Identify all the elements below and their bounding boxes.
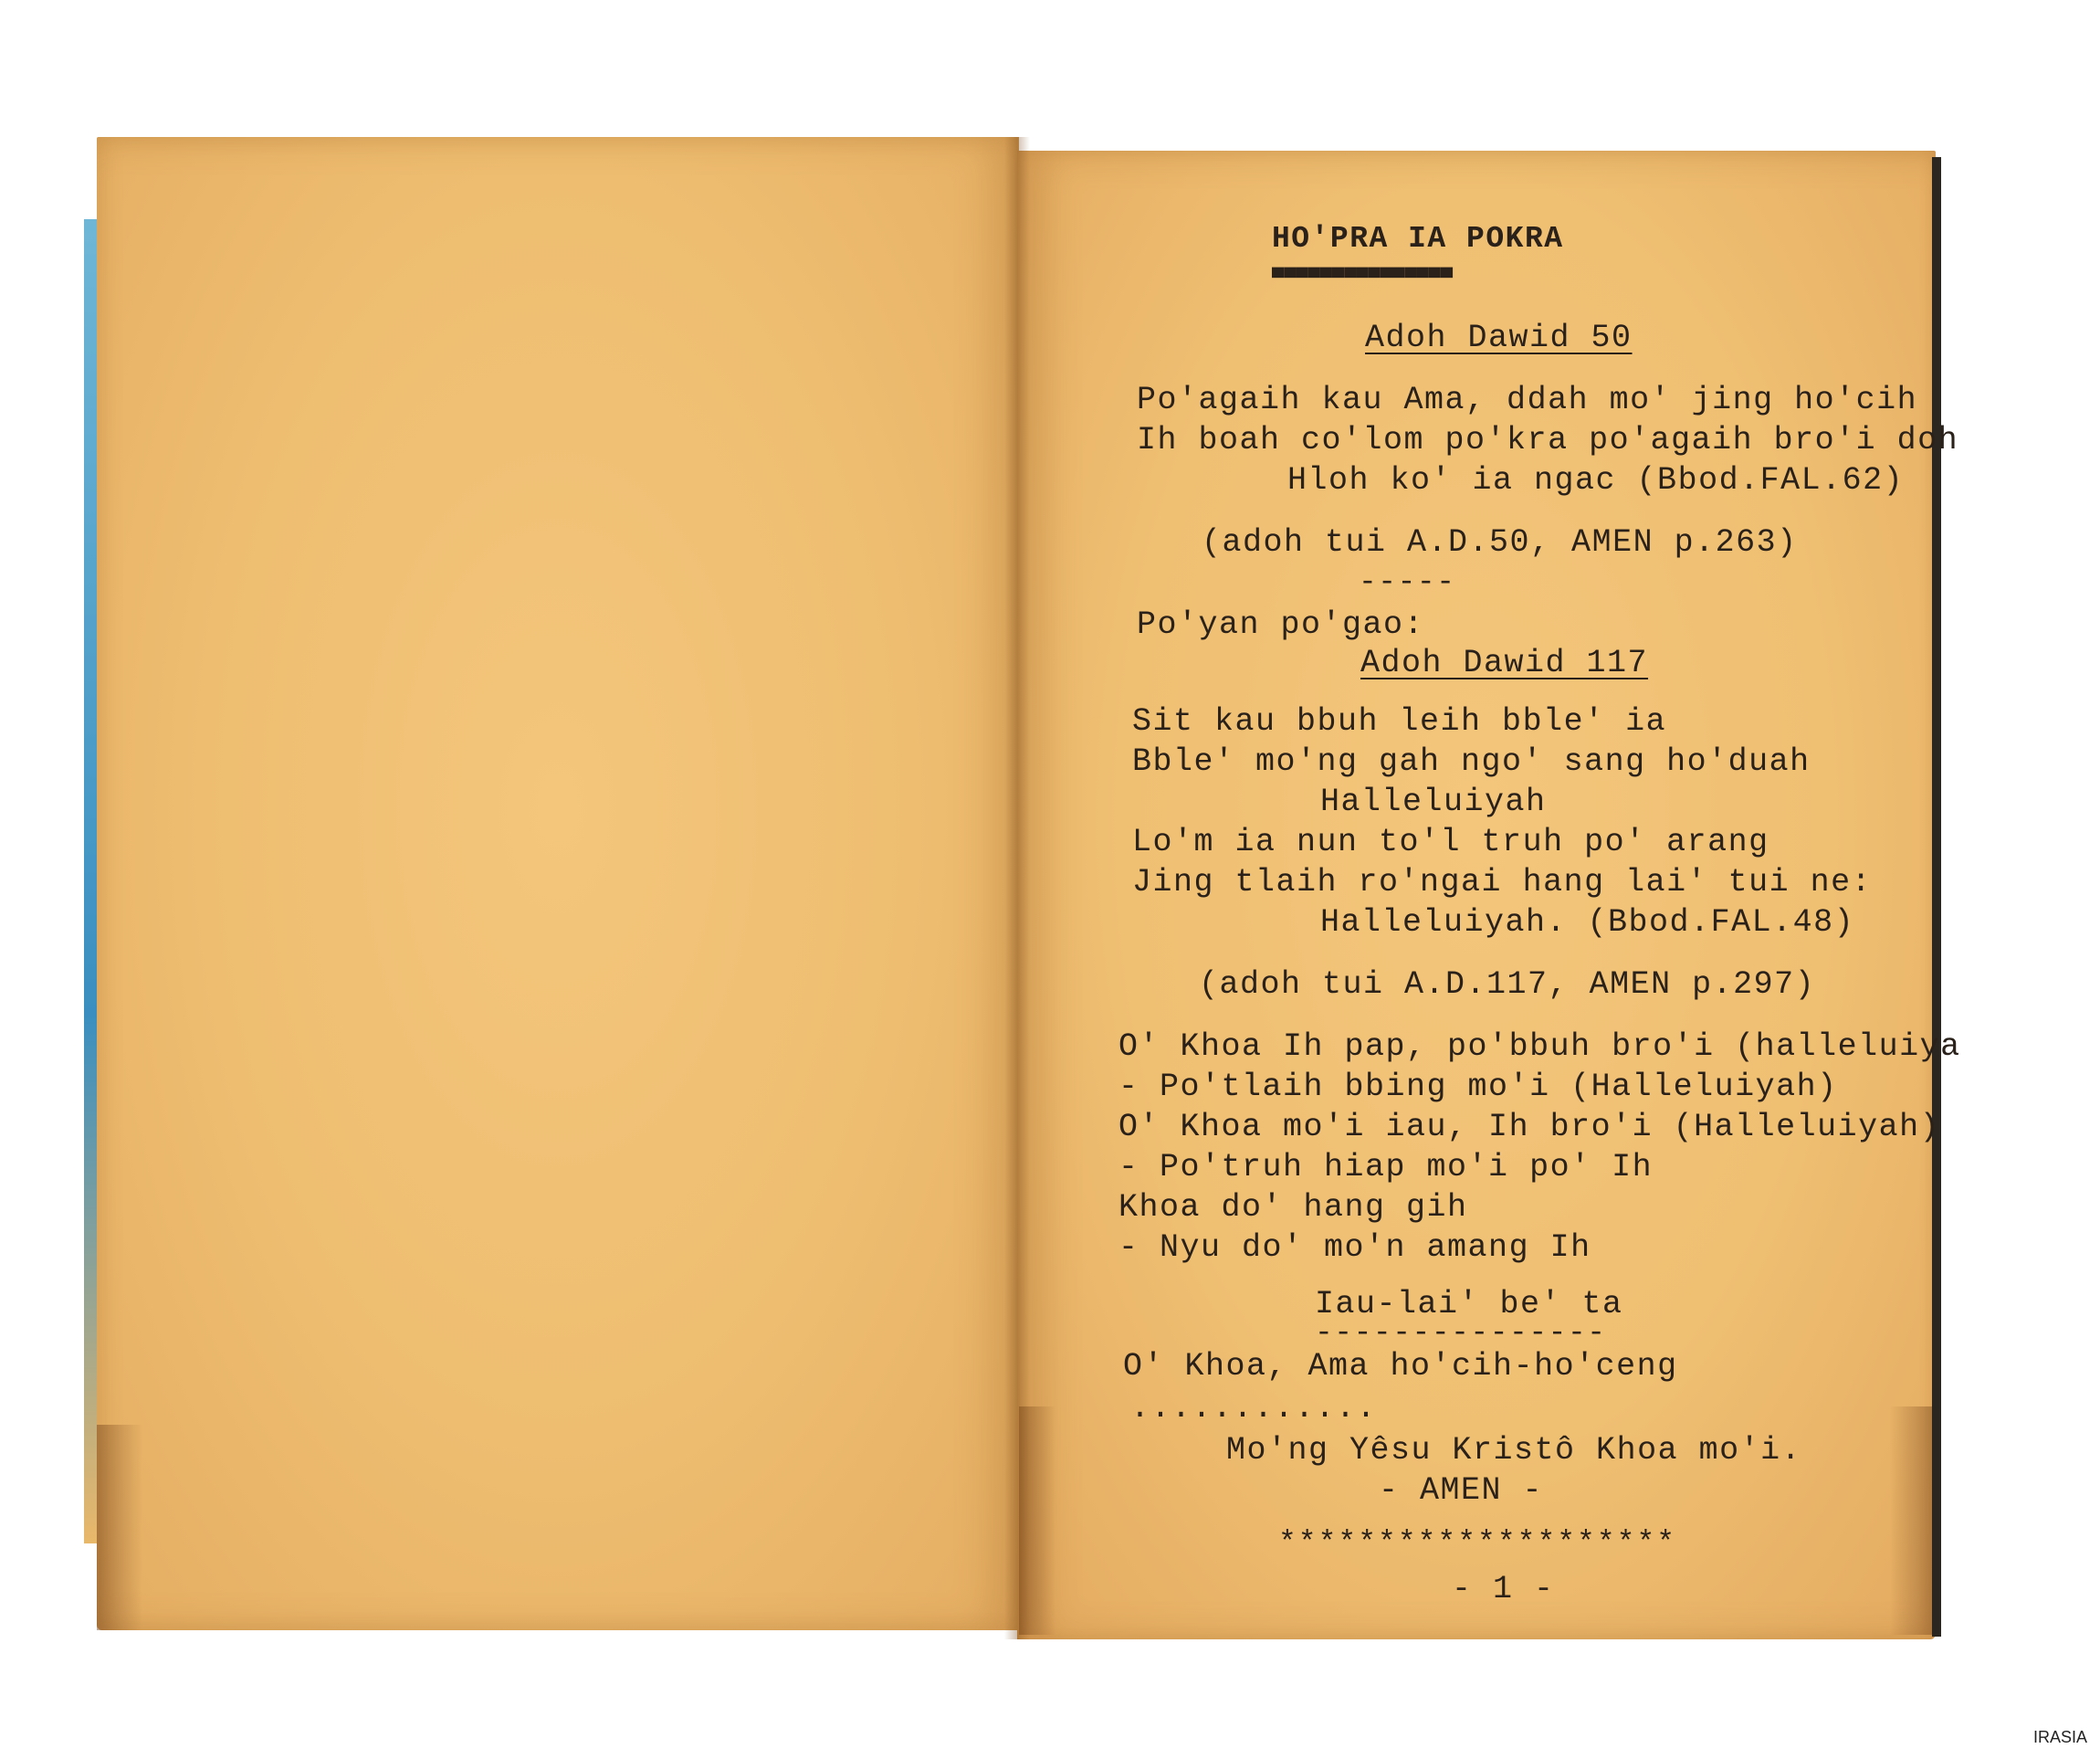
title-rule: ▀▀▀▀▀▀▀▀▀▀▀▀▀▀▀ [1272, 268, 1454, 290]
section-heading-dawid-50: Adoh Dawid 50 [1365, 320, 1633, 356]
verse-line: Sit kau bbuh leih bble' ia [1132, 703, 1667, 740]
verse-line: Hloh ko' ia ngac (Bbod.FAL.62) [1287, 462, 1905, 499]
litany-line: O' Khoa Ih pap, po'bbuh bro'i (halleluiya [1118, 1028, 1961, 1065]
page-stain [1890, 1406, 1936, 1635]
cover-edge-right [1932, 157, 1941, 1637]
hymn-reference: (adoh tui A.D.117, AMEN p.297) [1199, 966, 1816, 1003]
page-stain [97, 1425, 142, 1630]
prayer-line: O' Khoa, Ama ho'cih-ho'ceng [1123, 1348, 1678, 1385]
section-heading-dawid-117: Adoh Dawid 117 [1360, 645, 1649, 681]
verse-line: Lo'm ia nun to'l truh po' arang [1132, 824, 1769, 860]
verse-line: Halleluiyah [1320, 784, 1547, 820]
prayer-ellipsis: ............ [1130, 1390, 1378, 1427]
closing-line: Mo'ng Yêsu Kristô Khoa mo'i. [1226, 1432, 1802, 1469]
page-title: HO'PRA IA POKRA [1272, 222, 1564, 256]
heading-rule: --------------- [1315, 1316, 1607, 1350]
verse-line: Jing tlaih ro'ngai hang lai' tui ne: [1132, 864, 1873, 901]
blank-left-page [97, 137, 1019, 1630]
litany-line: O' Khoa mo'i iau, Ih bro'i (Halleluiyah) [1118, 1109, 1941, 1145]
star-divider: ******************** [1278, 1526, 1677, 1560]
hymn-reference: (adoh tui A.D.50, AMEN p.263) [1202, 524, 1798, 561]
image-credit: IRASIA [2032, 1728, 2087, 1746]
litany-line: - Po'truh hiap mo'i po' Ih [1118, 1149, 1654, 1185]
litany-line: - Nyu do' mo'n amang Ih [1118, 1229, 1591, 1266]
verse-line: Ih boah co'lom po'kra po'agaih bro'i doh [1137, 422, 1959, 458]
litany-line: Khoa do' hang gih [1118, 1189, 1468, 1226]
verse-line: Halleluiyah. (Bbod.FAL.48) [1320, 904, 1855, 941]
verse-line: Po'agaih kau Ama, ddah mo' jing ho'cih [1137, 382, 1918, 418]
verse-line: Bble' mo'ng gah ngo' sang ho'duah [1132, 743, 1811, 780]
divider: ----- [1359, 565, 1456, 599]
intro-line: Po'yan po'gao: [1137, 606, 1425, 643]
litany-line: - Po'tlaih bbing mo'i (Halleluiyah) [1118, 1069, 1838, 1105]
amen: - AMEN - [1379, 1472, 1544, 1509]
section-heading-prayer: Iau-lai' be' ta [1315, 1286, 1623, 1322]
book-gutter [1004, 137, 1030, 1639]
page-number: - 1 - [1452, 1571, 1555, 1607]
